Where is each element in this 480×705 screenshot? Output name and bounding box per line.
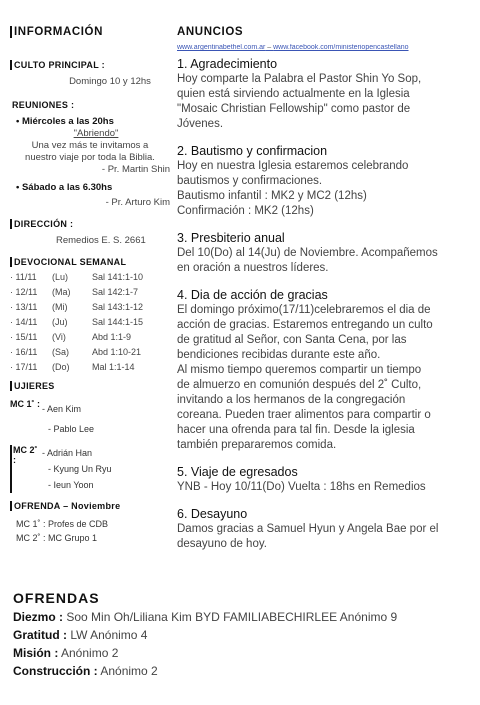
ofrendas-section: [13, 590, 473, 680]
devocional-date: · 12/11: [10, 287, 38, 297]
devocional-day: (Vi): [52, 332, 66, 342]
bullet-icon: •: [16, 116, 22, 127]
ofrendas-title: OFRENDAS: [13, 590, 100, 606]
devocional-day: (Ju): [52, 317, 68, 327]
ofrenda-label: Gratitud :: [13, 628, 67, 642]
announcement-line: Del 10(Do) al 14(Ju) de Noviembre. Acompañemos: [177, 247, 438, 259]
devocional-section: [10, 257, 170, 375]
ujieres-section: [10, 381, 170, 493]
announcement-line: Jóvenes.: [177, 118, 224, 130]
devocional-date-text: 13/11: [15, 302, 38, 312]
devocional-row: [10, 330, 170, 345]
announcement-line: "Mosaic Christian Fellowship" como pastor de: [177, 103, 411, 115]
announcement-item: [177, 57, 473, 132]
devocional-date-text: 15/11: [15, 332, 38, 342]
devocional-ref: Sal 141:1-10: [92, 272, 144, 282]
miercoles-item: [10, 116, 170, 128]
pastor1: - Pr. Martin Shin: [101, 164, 170, 175]
announcement-item: [177, 144, 473, 219]
devocional-day: (Do): [52, 362, 70, 372]
ofrenda-value: LW Anónimo 4: [67, 628, 148, 642]
mc2-label: MC 2˚ :: [10, 445, 42, 493]
anuncios-column: [177, 26, 473, 552]
devocional-row: [10, 360, 170, 375]
ofrenda-label: Misión :: [13, 646, 59, 660]
direccion-section: [10, 219, 170, 247]
mc1-group: [10, 399, 170, 439]
announcement-item: [177, 507, 473, 552]
pastor2: - Pr. Arturo Kim: [105, 197, 170, 208]
invite-line1: Una vez más te invitamos a: [31, 140, 149, 151]
devocional-ref: Mal 1:1-14: [92, 362, 135, 372]
announcement-heading: 3. Presbiterio anual: [177, 231, 285, 245]
mc1-label: MC 1˚ :: [10, 399, 40, 409]
usher-name: - Ieun Yoon: [48, 480, 94, 490]
devocional-label: DEVOCIONAL SEMANAL: [10, 257, 170, 267]
announcement-line: de almuerzo en comunión después del 2˚ Culto,: [177, 379, 422, 391]
website-link[interactable]: www.argentinabethel.com.ar: [177, 44, 266, 51]
announcement-line: invitando a los hermanos de la congregación: [177, 394, 406, 406]
ofrenda-row: [13, 644, 473, 662]
ofrenda-mes-section: [10, 501, 170, 545]
announcement-line: YNB - Hoy 10/11(Do) Vuelta : 18hs en Remedios: [177, 481, 426, 493]
announcement-line: Bautismo infantil : MK2 y MC2 (12hs): [177, 190, 367, 202]
ofrenda-row: [13, 662, 473, 680]
direccion-value: Remedios E. S. 2661: [56, 235, 146, 246]
devocional-day: (Lu): [52, 272, 69, 282]
ofrendas-list: [13, 608, 473, 680]
ofrenda-row: [13, 626, 473, 644]
ofrenda-value: Soo Min Oh/Liliana Kim BYD FAMILIABECHIRLEE Anónimo 9: [63, 610, 398, 624]
announcement-heading: 1. Agradecimiento: [177, 57, 278, 71]
bullet-icon: •: [16, 182, 22, 193]
devocional-date: · 15/11: [10, 332, 38, 342]
announcement-line: en oración a nuestros líderes.: [177, 262, 329, 274]
info-column: [10, 26, 170, 545]
ofrenda-label: Construcción :: [13, 664, 98, 678]
announcement-heading: 2. Bautismo y confirmacion: [177, 144, 328, 158]
announcement-line: de gratitud al Señor, con Santa Cena, por las: [177, 334, 407, 346]
usher-name: - Adrián Han: [42, 448, 93, 458]
ofrenda-row: [13, 608, 473, 626]
devocional-date-text: 11/11: [15, 272, 37, 282]
culto-section: [10, 60, 170, 88]
devocional-row: [10, 285, 170, 300]
sabado-item: [10, 182, 170, 194]
mc2-list: [42, 445, 112, 493]
devocional-ref: Abd 1:1-9: [92, 332, 132, 342]
ofrenda-value: Anónimo 2: [97, 664, 158, 678]
devocional-ref: Sal 142:1-7: [92, 287, 139, 297]
links-row: [177, 44, 473, 51]
announcement-line: acción de gracias. Estaremos entregando un culto: [177, 319, 433, 331]
announcement-line: también prepararemos comida.: [177, 439, 337, 451]
announcement-line: Confirmación : MK2 (12hs): [177, 205, 314, 217]
culto-value: Domingo 10 y 12hs: [69, 76, 151, 87]
announcement-line: desayuno de hoy.: [177, 538, 267, 550]
announcement-line: coreana. Pueden traer alimentos para compartir o: [177, 409, 431, 421]
devocional-date-text: 17/11: [15, 362, 38, 372]
devocional-date: · 11/11: [10, 272, 37, 282]
ofrenda-mc2: MC 2˚ : MC Grupo 1: [16, 533, 98, 543]
announcements-list: [177, 57, 473, 552]
devocional-date: · 14/11: [10, 317, 38, 327]
invite-line2: nuestro viaje por toda la Biblia.: [25, 152, 155, 163]
ofrenda-mc1: MC 1˚ : Profes de CDB: [16, 519, 109, 529]
devocional-date: · 17/11: [10, 362, 38, 372]
ofrenda-mes-label: OFRENDA – Noviembre: [10, 501, 170, 511]
announcement-line: hacer una ofrenda para tal fin. Desde la iglesia: [177, 424, 415, 436]
announcement-item: [177, 288, 473, 453]
direccion-label: DIRECCIÓN :: [10, 219, 170, 229]
announcement-line: bendiciones recibidas durante este año.: [177, 349, 381, 361]
announcement-line: bautismos y confirmaciones.: [177, 175, 323, 187]
announcement-item: [177, 231, 473, 276]
announcement-heading: 4. Dia de acción de gracias: [177, 288, 328, 302]
culto-label: CULTO PRINCIPAL :: [10, 60, 170, 70]
devocional-row: [10, 270, 170, 285]
announcement-line: Hoy comparte la Palabra el Pastor Shin Yo Sop,: [177, 73, 422, 85]
miercoles-text: Miércoles a las 20hs: [21, 116, 114, 127]
devocional-day: (Ma): [52, 287, 71, 297]
announcement-line: quien está sirviendo actualmente en la Iglesia: [177, 88, 410, 100]
devocional-date: · 16/11: [10, 347, 38, 357]
reuniones-label: REUNIONES :: [12, 100, 75, 110]
devocional-date-text: 16/11: [15, 347, 38, 357]
ofrenda-label: Diezmo :: [13, 610, 64, 624]
abriendo-text: "Abriendo": [73, 128, 119, 139]
devocional-day: (Sa): [52, 347, 70, 357]
devocional-day: (Mi): [52, 302, 68, 312]
devocional-date-text: 14/11: [15, 317, 38, 327]
ujieres-label: UJIERES: [10, 381, 170, 391]
devocional-date: · 13/11: [10, 302, 38, 312]
anuncios-title: ANUNCIOS: [177, 26, 244, 38]
announcement-item: [177, 465, 473, 495]
announcement-line: Damos gracias a Samuel Hyun y Angela Bae por el: [177, 523, 439, 535]
info-title: INFORMACIÓN: [10, 26, 170, 38]
devocional-date-text: 12/11: [15, 287, 38, 297]
usher-name: - Pablo Lee: [48, 424, 95, 434]
devocional-row: [10, 315, 170, 330]
devocional-list: [10, 270, 170, 375]
facebook-link[interactable]: www.facebook.com/ministeriopencastellano: [273, 44, 409, 51]
sabado-text: Sábado a las 6.30hs: [21, 182, 113, 193]
devocional-row: [10, 345, 170, 360]
mc1-list: [42, 399, 94, 439]
usher-name: - Aen Kim: [42, 404, 82, 414]
link-separator: –: [265, 44, 274, 51]
usher-name: - Kyung Un Ryu: [48, 464, 112, 474]
announcement-line: Al mismo tiempo queremos compartir un tiempo: [177, 364, 422, 376]
devocional-ref: Abd 1:10-21: [92, 347, 142, 357]
devocional-ref: Sal 143:1-12: [92, 302, 144, 312]
announcement-heading: 5. Viaje de egresados: [177, 465, 298, 479]
mc2-group: [10, 445, 170, 493]
announcement-line: El domingo próximo(17/11)celebraremos el dia de: [177, 304, 431, 316]
reuniones-section: [10, 100, 170, 209]
ofrenda-value: Anónimo 2: [58, 646, 119, 660]
announcement-heading: 6. Desayuno: [177, 507, 248, 521]
devocional-row: [10, 300, 170, 315]
announcement-line: Hoy en nuestra Iglesia estaremos celebrando: [177, 160, 409, 172]
devocional-ref: Sal 144:1-15: [92, 317, 144, 327]
